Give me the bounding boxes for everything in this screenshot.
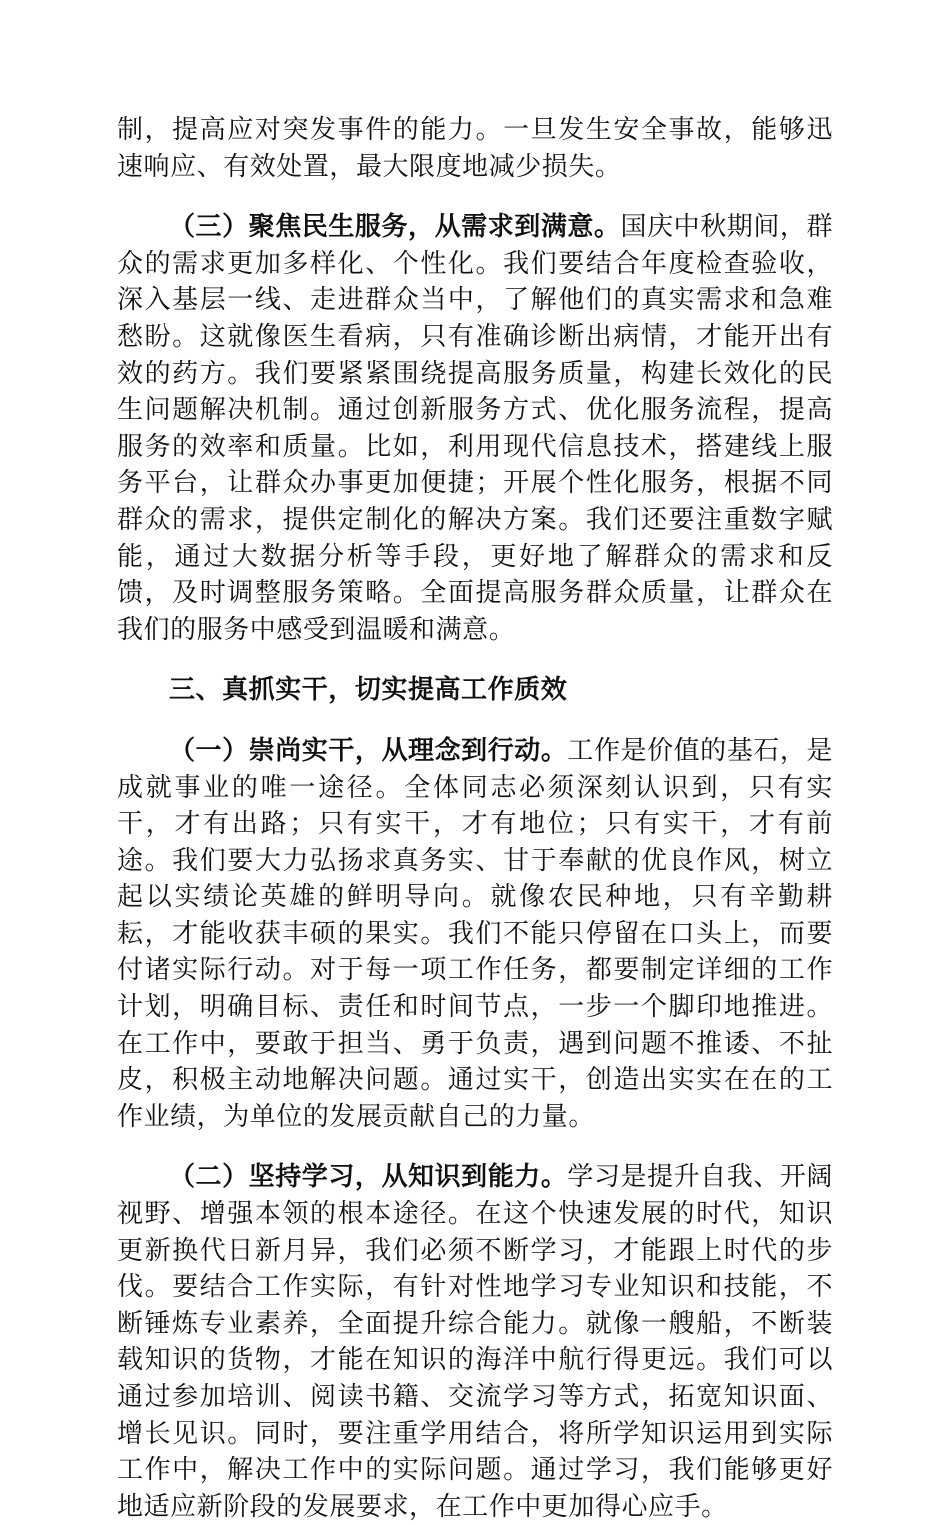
paragraph-practical-work bbox=[117, 733, 833, 1136]
paragraph-gap bbox=[117, 1135, 833, 1159]
paragraph-lead-heading: （一）崇尚实干，从理念到行动。 bbox=[169, 735, 568, 766]
paragraph-learning bbox=[117, 1159, 833, 1525]
paragraph-continuation bbox=[117, 112, 833, 185]
paragraph-text: 国庆中秋期间，群众的需求更加多样化、个性化。我们要结合年度检查验收，深入基层一线、走进群众当中，了解他们的真实需求和急难愁盼。这就像医生看病，只有准确诊断出病情，才能开出有效的药方。我们要紧紧围绕提高服务质量，构建长效化的民生问题解决机制。通过创新服务方式、优化服务流程，提高服务的效率和质量。比如，利用现代信息技术，搭建线上服务平台，让群众办事更加便捷；开展个性化服务，根据不同群众的需求，提供定制化的解决方案。我们还要注重数字赋能，通过大数据分析等手段，更好地了解群众的需求和反馈，及时调整服务策略。全面提高服务群众质量，让群众在我们的服务中感受到温暖和满意。 bbox=[117, 212, 833, 645]
paragraph-lead-heading: （二）坚持学习，从知识到能力。 bbox=[169, 1162, 568, 1193]
paragraph-text: 工作是价值的基石，是成就事业的唯一途径。全体同志必须深刻认识到，只有实干，才有出路；只有实干，才有地位；只有实干，才有前途。我们要大力弘扬求真务实、甘于奉献的优良作风，树立起以实绩论英雄的鲜明导向。就像农民种地，只有辛勤耕耘，才能收获丰硕的果实。我们不能只停留在口头上，而要付诸实际行动。对于每一项工作任务，都要制定详细的工作计划，明确目标、责任和时间节点，一步一个脚印地推进。在工作中，要敢于担当、勇于负责，遇到问题不推诿、不扯皮，积极主动地解决问题。通过实干，创造出实实在在的工作业绩，为单位的发展贡献自己的力量。 bbox=[117, 735, 833, 1132]
document-body bbox=[117, 112, 833, 1525]
paragraph-gap bbox=[117, 648, 833, 672]
paragraph-people-services bbox=[117, 209, 833, 648]
paragraph-gap bbox=[117, 185, 833, 209]
paragraph-text: 制，提高应对突发事件的能力。一旦发生安全事故，能够迅速响应、有效处置，最大限度地减少损失。 bbox=[117, 115, 833, 182]
paragraph-lead-heading: （三）聚焦民生服务，从需求到满意。 bbox=[169, 212, 621, 243]
section-heading: 三、真抓实干，切实提高工作质效 bbox=[169, 675, 568, 706]
paragraph-text: 学习是提升自我、开阔视野、增强本领的根本途径。在这个快速发展的时代，知识更新换代日新月异，我们必须不断学习，才能跟上时代的步伐。要结合工作实际，有针对性地学习专业知识和技能，不断锤炼专业素养，全面提升综合能力。就像一艘船，不断装载知识的货物，才能在知识的海洋中航行得更远。我们可以通过参加培训、阅读书籍、交流学习等方式，拓宽知识面、增长见识。同时，要注重学用结合，将所学知识运用到实际工作中，解决工作中的实际问题。通过学习，我们能够更好地适应新阶段的发展要求，在工作中更加得心应手。 bbox=[117, 1162, 833, 1522]
paragraph-gap bbox=[117, 709, 833, 733]
